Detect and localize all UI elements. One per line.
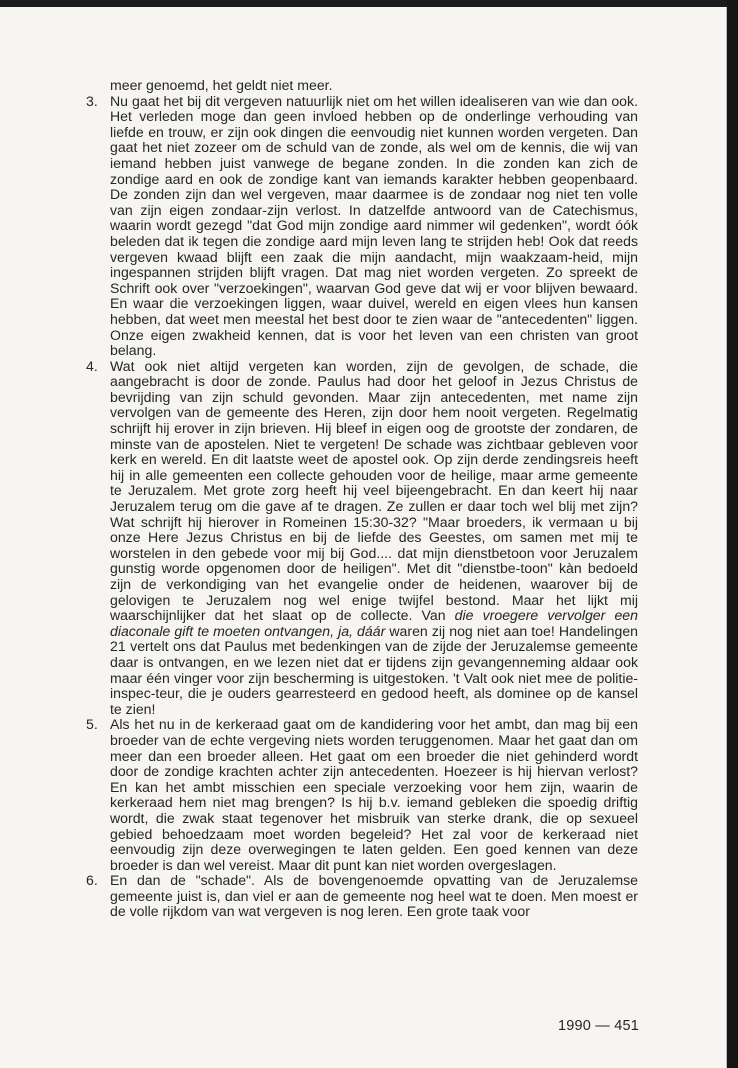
item-text-part-1: Wat ook niet altijd vergeten kan worden, zijn de gevolgen, de schade, die aangebracht is door de zonde. Paulus had door het geloof in Jezus Christus de bevrijding van zijn schuld gevonden. Maar zijn antecedenten, met name zijn vervolgen van de gemeente des Heren, zijn door hem nooit vergeten. Regelmatig schrijft hij erover in zijn brieven. Hij bleef in eigen oog de grootste der zondaren, de minste van de apostelen. Niet te vergeten! De schade was zichtbaar gebleven voor kerk en wereld. En dit laatste weet de apostel ook. Op zijn derde zendingsreis heeft hij in alle gemeenten een collecte gehouden voor de heilige, maar arme gemeente te Jeruzalem. Met grote zorg heeft hij veel bijeengebracht. En dan keert hij naar Jeruzalem terug om die gave af te dragen. Ze zullen er daar toch wel blij met zijn? Wat schrijft hij hierover in Romeinen 15:30-32? "Maar broeders, ik vermaan u bij onze Here Jezus Christus en bij de liefde des Geestes, om samen met mij te worstelen in den gebede voor mij bij God.... dat mijn dienstbetoon voor Jeruzalem gunstig worde opgenomen door de heiligen". Met dit "dienstbe-toon" kàn bedoeld zijn de verkondiging van het evangelie onder de heidenen, waarover bij de gelovigen te Jeruzalem nog wel enige twijfel bestond. Maar het lijkt mij waarschijnlijker dat het slaat op de collecte. Van xyxy=(110,357,638,624)
list-item-4 xyxy=(86,359,638,718)
intro-line: meer genoemd, het geldt niet meer. xyxy=(110,77,333,93)
item-number: 3. xyxy=(86,92,98,109)
scan-edge-top xyxy=(0,0,738,7)
item-text: Als het nu in de kerkeraad gaat om de kandidering voor het ambt, dan mag bij een broeder van de echte vergeving niets worden teruggenomen. Maar het gaat dan om meer dan een broeder alleen. Het gaat om een broeder die niet gehinderd wordt door de zondige krachten achter zijn antecedenten. Hoezeer is hij hiervan verlost? En kan het ambt misschien een speciale verzoeking voor hem zijn, waarin de kerkeraad hem niet mag brengen? Is hij b.v. iemand gebleken die spoedig driftig wordt, die zwak staat tegenover het misbruik van sterke drank, die op sexueel gebied behoedzaam moet worden begeleid? Het zal voor de kerkeraad niet eenvoudig zijn deze overwegingen te laten gelden. Een goed kennen van deze broeder is dan wel vereist. Maar dit punt kan niet worden overgeslagen. xyxy=(110,716,638,873)
item-text: En dan de "schade". Als de bovengenoemde opvatting van de Jeruzalemse gemeente juist is, dan viel er aan de gemeente nog heel wat te doen. Men moest er de volle rijkdom van wat vergeven is nog leren. Een grote taak voor xyxy=(110,872,638,920)
item-text-italic: die vroegere vervolger een diaconale gift te moeten ontvangen, ja, dáár xyxy=(110,607,638,639)
body-text xyxy=(86,78,638,920)
page-number: 1990 — 451 xyxy=(557,1018,639,1034)
list-item-3 xyxy=(86,94,638,359)
item-number: 5. xyxy=(86,716,98,733)
list-item-5 xyxy=(86,717,638,873)
item-text-part-2: waren zij nog niet aan toe! Handelingen 21 vertelt ons dat Paulus met bedenkingen van de zijde der Jeruzalemse gemeente daar is ontvangen, en we lezen niet dat er tijdens zijn gevangenneming aldaar ook maar één vinger voor zijn bescherming is uitgestoken. 't Valt ook niet mee de politie-inspec-teur, die je ouders gearresteerd en gedood heeft, als dominee op de kansel te zien! xyxy=(110,622,638,717)
item-number: 6. xyxy=(86,872,98,889)
list-item-6 xyxy=(86,873,638,920)
scan-edge-right xyxy=(727,0,738,1068)
item-text xyxy=(110,359,638,718)
item-text: Nu gaat het bij dit vergeven natuurlijk niet om het willen idealiseren van wie dan ook. Het verleden moge dan geen invloed hebben op de onderlinge verhouding van liefde en trouw, er zijn ook dingen die eenvoudig niet kunnen worden vergeten. Dan gaat het niet zozeer om de schuld van de zonde, als wel om de kennis, die wij van iemand hebben juist vanwege de begane zonden. In die zonden kan zich de zondige aard en ook de zondige kant van iemands karakter hebben geopenbaard. De zonden zijn dan wel vergeven, maar daarmee is de zondaar nog niet ten volle van zijn eigen zondaar-zijn verlost. In datzelfde antwoord van de Catechismus, waarin wordt gezegd "dat God mijn zondige aard nimmer wil gedenken", wordt óók beleden dat ik tegen die zondige aard mijn leven lang te strijden heb! Ook dat reeds vergeven kwaad blijft een zaak die mijn aandacht, mijn waakzaam-heid, mijn ingespannen strijden blijft vragen. Dat mag niet worden vergeten. Zo spreekt de Schrift ook over "verzoekingen", waarvan God geve dat wij er voor blijven bewaard. En waar die verzoekingen liggen, waar duivel, wereld en eigen vlees hun kansen hebben, dat weet men meestal het best door te zien waar de "antecedenten" liggen. Onze eigen zwakheid kennen, dat is voor het leven van een christen van groot belang. xyxy=(110,92,638,359)
item-number: 4. xyxy=(86,357,98,374)
